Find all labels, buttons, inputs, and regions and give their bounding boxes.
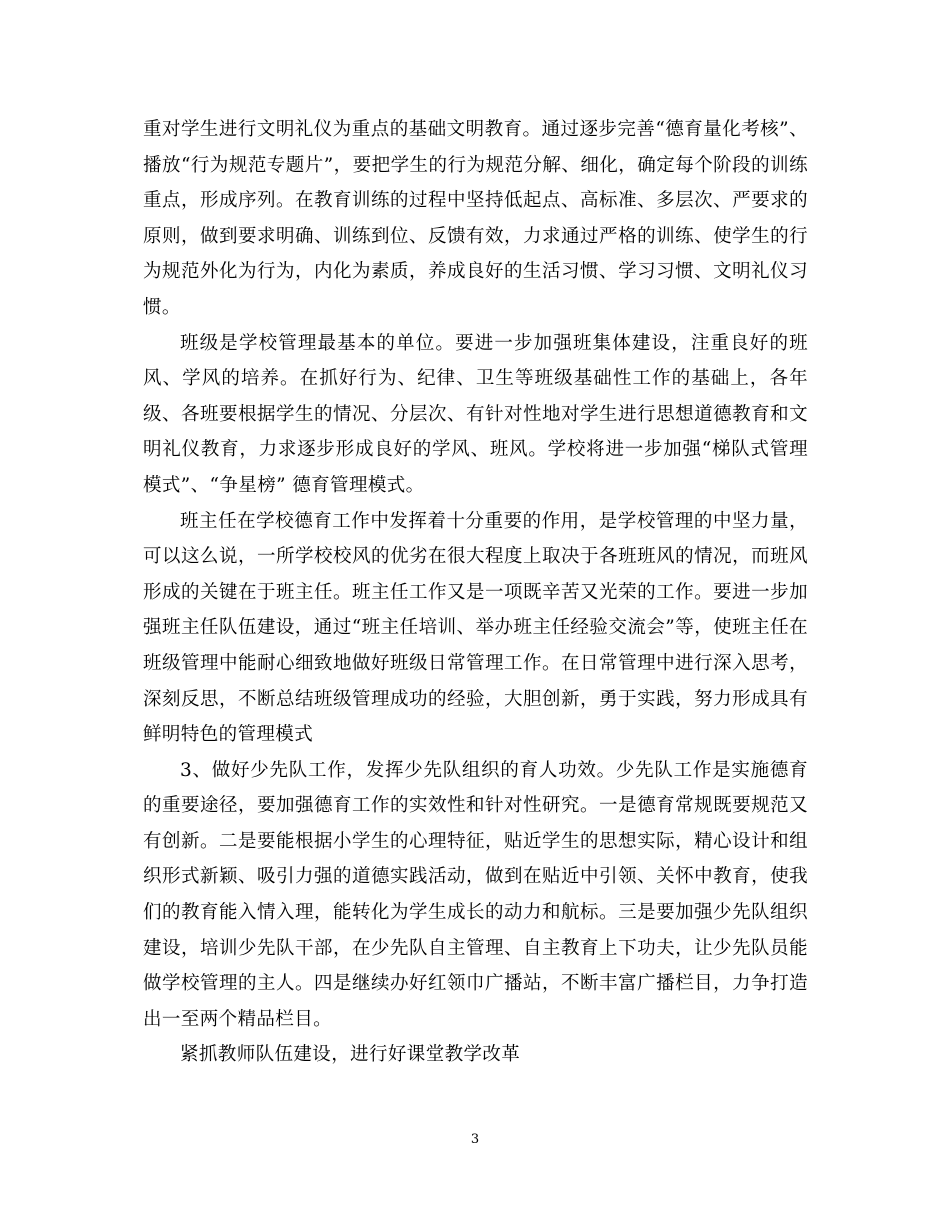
paragraph-teacher-team: 紧抓教师队伍建设，进行好课堂教学改革	[180, 1044, 521, 1066]
paragraph-young-pioneers: 3、做好少先队工作，发挥少先队组织的育人功效。少先队工作是实施德育的重要途径，要加强德育工作的实效性和针对性研究。一是德育常规既要规范又有创新。二是要能根据小学生的心理特征，贴近学生的思想实际，精心设计和组织形式新颖、吸引力强的道德实践活动，做到在贴近中引领、关怀中教育，使我们的教育能入情入理，能转化为学生成长的动力和航标。三是要加强少先队组织建设，培训少先队干部，在少先队自主管理、自主教育上下功夫，让少先队员能做学校管理的主人。四是继续办好红领巾广播站，不断丰富广播栏目，力争打造出一至两个精品栏目。	[143, 759, 808, 1030]
paragraph-head-teacher: 班主任在学校德育工作中发挥着十分重要的作用，是学校管理的中坚力量，可以这么说，一所学校校风的优劣在很大程度上取决于各班班风的情况，而班风形成的关键在于班主任。班主任工作又是一项既辛苦又光荣的工作。要进一步加强班主任队伍建设，通过“班主任培训、举办班主任经验交流会”等，使班主任在班级管理中能耐心细致地做好班级日常管理工作。在日常管理中进行深入思考，深刻反思，不断总结班级管理成功的经验，大胆创新，勇于实践，努力形成具有鲜明特色的管理模式	[143, 510, 808, 746]
paragraph-moral-education: 重对学生进行文明礼仪为重点的基础文明教育。通过逐步完善“德育量化考核”、播放“行为规范专题片”，要把学生的行为规范分解、细化，确定每个阶段的训练重点，形成序列。在教育训练的过程中坚持低起点、高标准、多层次、严要求的原则，做到要求明确、训练到位、反馈有效，力求通过严格的训练、使学生的行为规范外化为行为，内化为素质，养成良好的生活习惯、学习习惯、文明礼仪习惯。	[143, 119, 808, 318]
page-number: 3	[470, 1132, 480, 1147]
document-body	[143, 112, 808, 1073]
paragraph-class-management: 班级是学校管理最基本的单位。要进一步加强班集体建设，注重良好的班风、学风的培养。在抓好行为、纪律、卫生等班级基础性工作的基础上，各年级、各班要根据学生的情况、分层次、有针对性地对学生进行思想道德教育和文明礼仪教育，力求逐步形成良好的学风、班风。学校将进一步加强“梯队式管理模式”、“争星榜” 德育管理模式。	[143, 332, 808, 496]
